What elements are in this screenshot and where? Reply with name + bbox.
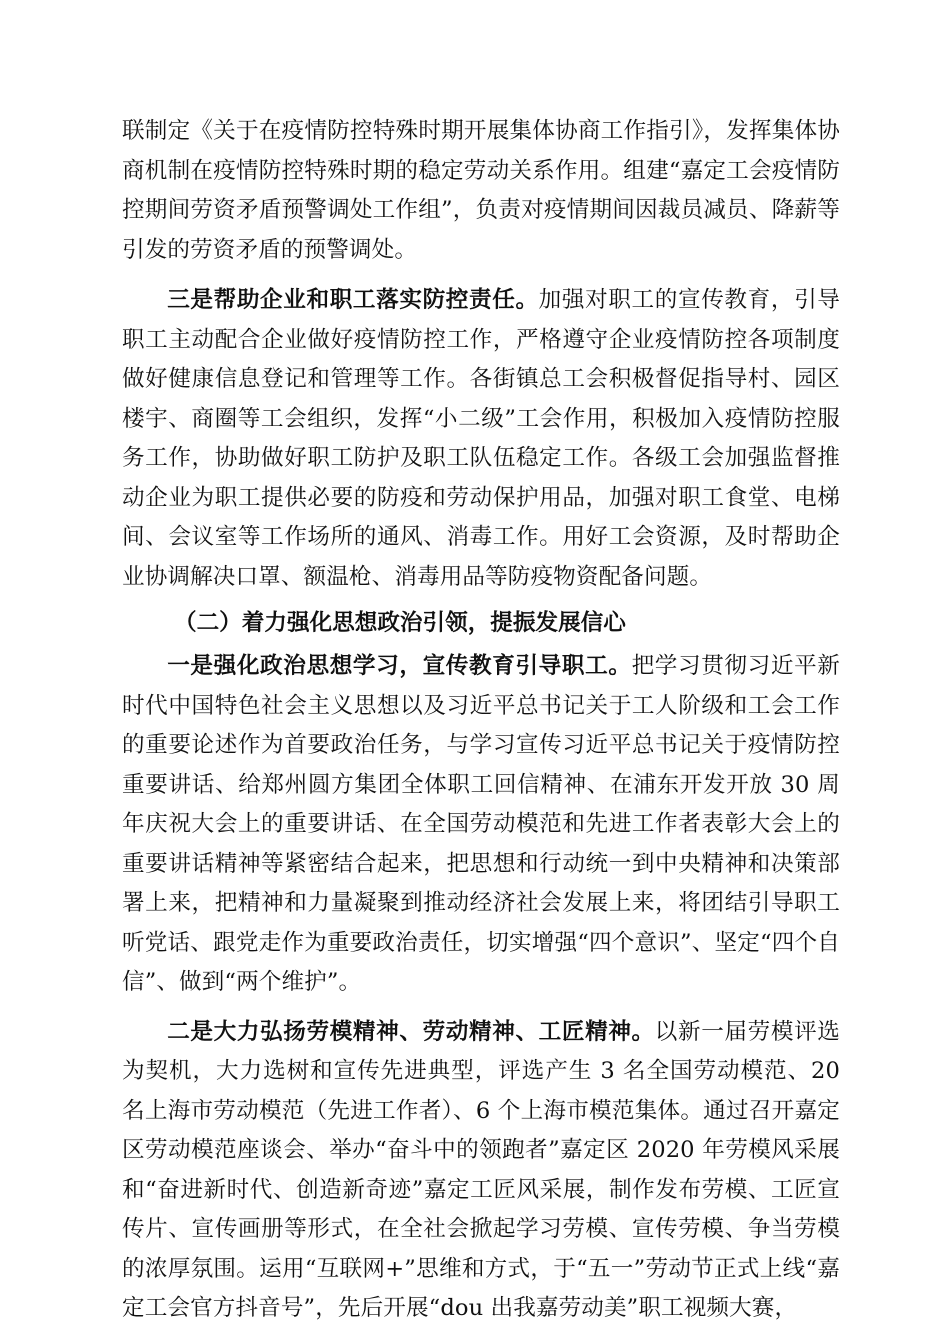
- section-heading: （二）着力强化思想政治引领，提振发展信心: [174, 610, 626, 636]
- paragraph-text: 以新一届劳模评选为契机，大力选树和宣传先进典型，评选产生 3 名全国劳动模范、20 名上海市劳动模范（先进工作者）、6 个上海市模范集体。通过召开嘉定区劳动模范座谈会、举办“奋斗中的领跑者”嘉定区 2020 年劳模风采展和“奋进新时代、创造新奇迹”嘉定工匠风采展，制作发布劳模、工匠宣传片、宣传画册等形式，在全社会掀起学习劳模、宣传劳模、争当劳模的浓厚氛围。运用“互联网+”思维和方式，于“五一”劳动节正式上线“嘉定工会官方抖音号”，先后开展“dou 出我嘉劳动美”职工视频大赛，: [122, 1018, 840, 1321]
- paragraph-text: 加强对职工的宣传教育，引导职工主动配合企业做好疫情防控工作，严格遵守企业疫情防控各项制度做好健康信息登记和管理等工作。各街镇总工会积极督促指导村、园区楼宇、商圈等工会组织，发挥“小二级”工会作用，积极加入疫情防控服务工作，协助做好职工防护及职工队伍稳定工作。各级工会加强监督推动企业为职工提供必要的防疫和劳动保护用品，加强对职工食堂、电梯间、会议室等工作场所的通风、消毒工作。用好工会资源，及时帮助企业协调解决口罩、额温枪、消毒用品等防疫物资配备问题。: [122, 287, 840, 590]
- paragraph-lead: 一是强化政治思想学习，宣传教育引导职工。: [167, 653, 632, 679]
- document-body: [122, 112, 840, 1329]
- paragraph-political-study: [122, 647, 840, 1003]
- paragraph-lead: 三是帮助企业和职工落实防控责任。: [167, 287, 539, 313]
- paragraph-model-worker-spirit: [122, 1013, 840, 1329]
- paragraph-lead: 二是大力弘扬劳模精神、劳动精神、工匠精神。: [167, 1018, 655, 1045]
- paragraph-collective-bargaining: [122, 112, 840, 270]
- paragraph-epidemic-responsibility: [122, 281, 840, 597]
- paragraph-text: 把学习贯彻习近平新时代中国特色社会主义思想以及习近平总书记关于工人阶级和工会工作的重要论述作为首要政治任务，与学习宣传习近平总书记关于疫情防控重要讲话、给郑州圆方集团全体职工回信精神、在浦东开发开放 30 周年庆祝大会上的重要讲话、在全国劳动模范和先进工作者表彰大会上的重要讲话精神等紧密结合起来，把思想和行动统一到中央精神和决策部署上来，把精神和力量凝聚到推动经济社会发展上来，将团结引导职工听党话、跟党走作为重要政治责任，切实增强“四个意识”、坚定“四个自信”、做到“两个维护”。: [122, 653, 841, 995]
- paragraph-text: 联制定《关于在疫情防控特殊时期开展集体协商工作指引》，发挥集体协商机制在疫情防控特殊时期的稳定劳动关系作用。组建“嘉定工会疫情防控期间劳资矛盾预警调处工作组”，负责对疫情期间因裁员减员、降薪等引发的劳资矛盾的预警调处。: [122, 118, 840, 263]
